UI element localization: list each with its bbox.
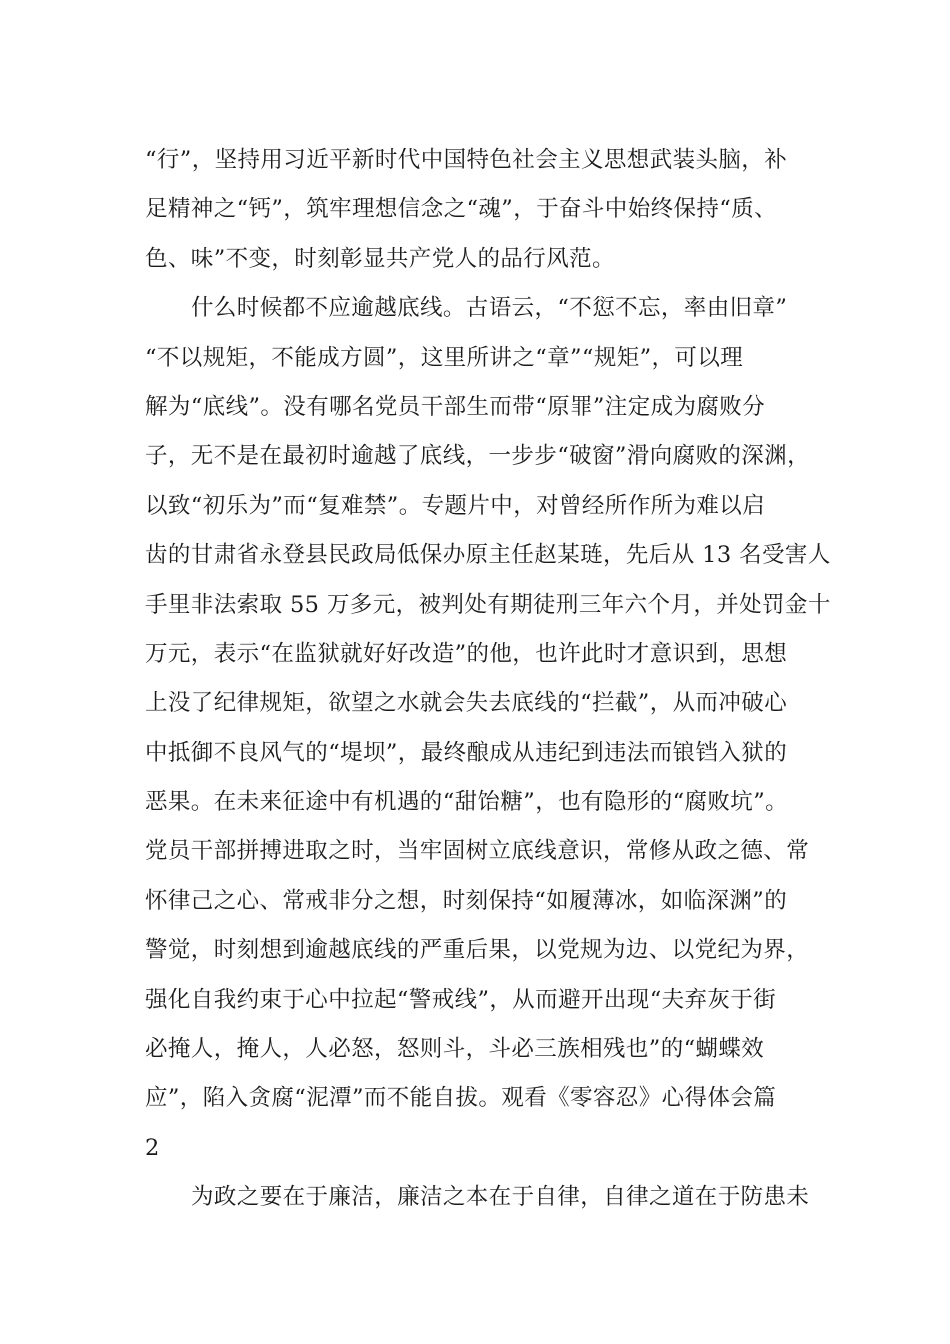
text-line: 色、味”不变，时刻彰显共产党人的品行风范。 <box>145 245 615 272</box>
text-line: 上没了纪律规矩，欲望之水就会失去底线的“拦截”，从而冲破心 <box>145 690 788 717</box>
text-line: 万元，表示“在监狱就好好改造”的他，也许此时才意识到，思想 <box>145 640 788 667</box>
text-line: 齿的甘肃省永登县民政局低保办原主任赵某琏，先后从 13 名受害人 <box>145 542 831 569</box>
text-line: 手里非法索取 55 万多元，被判处有期徒刑三年六个月，并处罚金十 <box>145 591 831 618</box>
text-line: “行”，坚持用习近平新时代中国特色社会主义思想武装头脑，补 <box>145 147 788 173</box>
text-line: 应”，陷入贪腐“泥潭”而不能自拔。观看《零容忍》心得体会篇 <box>145 1085 777 1112</box>
text-line: 足精神之“钙”，筑牢理想信念之“魂”，于奋斗中始终保持“质、 <box>145 196 778 223</box>
text-line: 必掩人，掩人，人必怒，怒则斗，斗必三族相残也”的“蝴蝶效 <box>145 1036 765 1063</box>
text-line: 解为“底线”。没有哪名党员干部生而带“原罪”注定成为腐败分 <box>145 393 766 420</box>
text-line: 党员干部拼搏进取之时，当牢固树立底线意识，常修从政之德、常 <box>145 838 810 865</box>
text-line: 警觉，时刻想到逾越底线的严重后果，以党规为边、以党纪为界， <box>145 937 810 964</box>
document-body <box>145 136 831 1223</box>
text-line: 强化自我约束于心中拉起“警戒线”，从而避开出现“夫弃灰于街 <box>145 986 777 1013</box>
text-line: 以致“初乐为”而“复难禁”。专题片中，对曾经所作所为难以启 <box>145 492 766 519</box>
paragraph-first-line: 为政之要在于廉洁，廉洁之本在于自律，自律之道在于防患未 <box>191 1184 810 1211</box>
text-line: 中抵御不良风气的“堤坝”，最终酿成从违纪到违法而锒铛入狱的 <box>145 739 788 766</box>
text-line: “不以规矩，不能成方圆”，这里所讲之“章”“规矩”，可以理 <box>145 344 744 371</box>
text-line: 子，无不是在最初时逾越了底线，一步步“破窗”滑向腐败的深渊， <box>145 443 811 470</box>
text-line: 怀律己之心、常戒非分之想，时刻保持“如履薄冰，如临深渊”的 <box>145 887 788 914</box>
text-line: 2 <box>145 1134 160 1161</box>
paragraph-first-line: 什么时候都不应逾越底线。古语云，“不愆不忘，率由旧章” <box>191 295 788 322</box>
text-line: 恶果。在未来征途中有机遇的“甜饴糖”，也有隐形的“腐败坑”。 <box>145 789 789 816</box>
